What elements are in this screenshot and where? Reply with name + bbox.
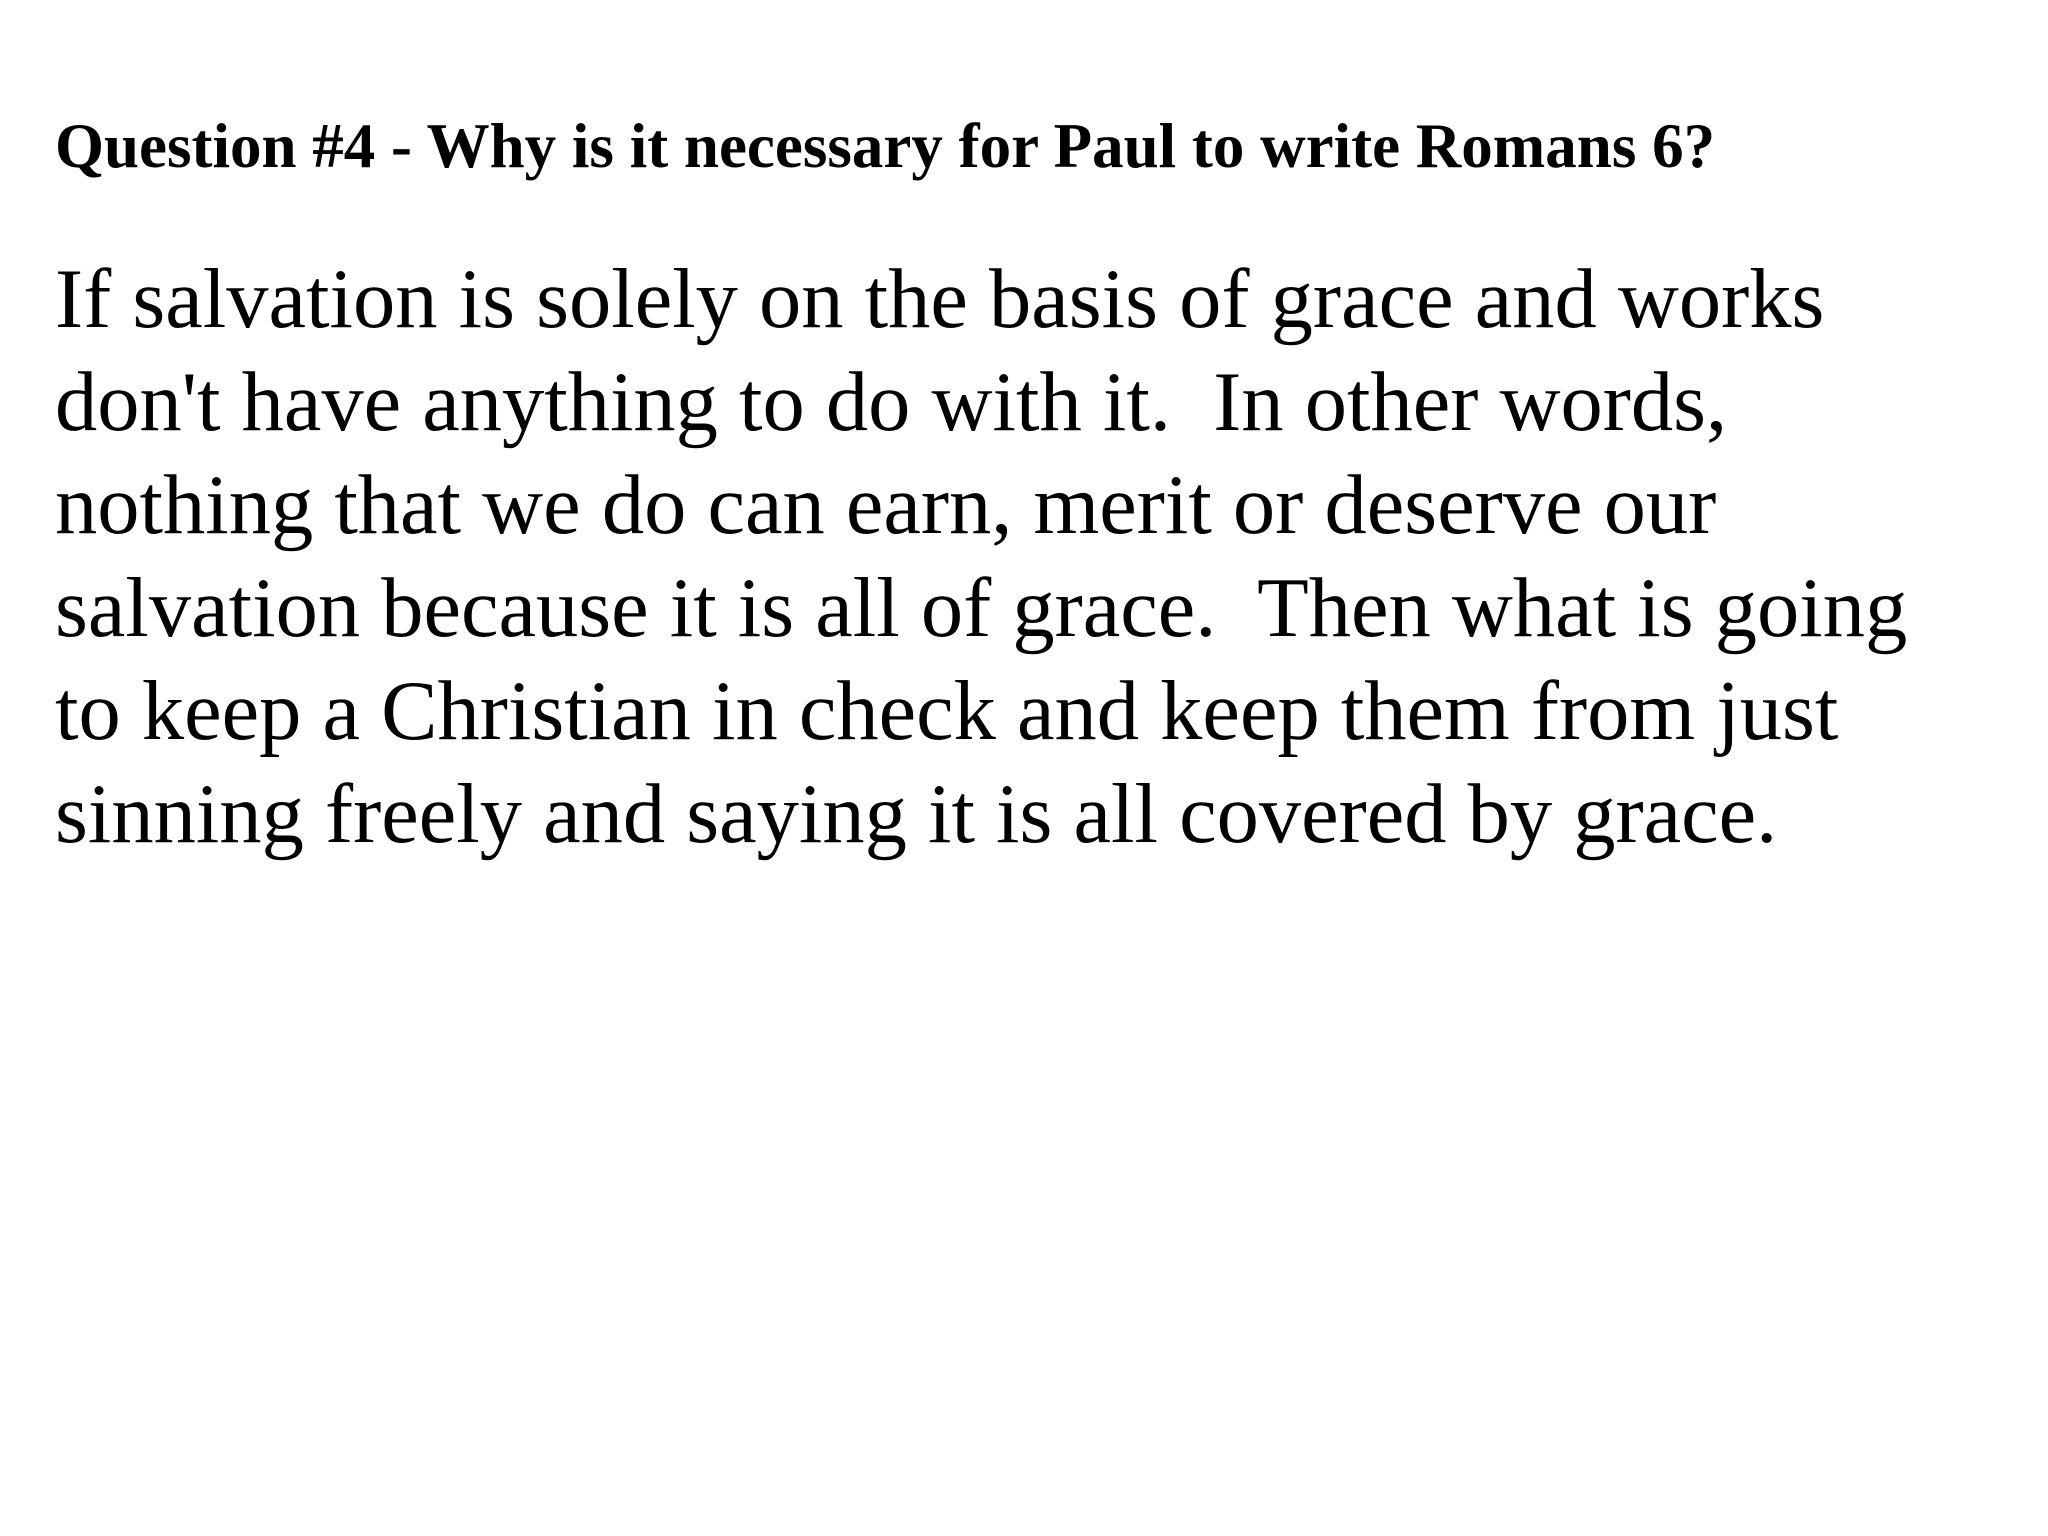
- body-line: don't have anything to do with it. In other words,: [55, 356, 1728, 449]
- body-line: sinning freely and saying it is all covered by grace.: [55, 768, 1778, 861]
- slide-title: Question #4 - Why is it necessary for Paul to write Romans 6?: [55, 111, 1716, 181]
- body-line: If salvation is solely on the basis of grace and works: [55, 253, 1825, 346]
- body-line: salvation because it is all of grace. Then what is going: [55, 562, 1908, 655]
- slide-body: [55, 248, 1907, 866]
- body-line: to keep a Christian in check and keep them from just: [55, 665, 1839, 758]
- body-line: nothing that we do can earn, merit or deserve our: [55, 459, 1717, 552]
